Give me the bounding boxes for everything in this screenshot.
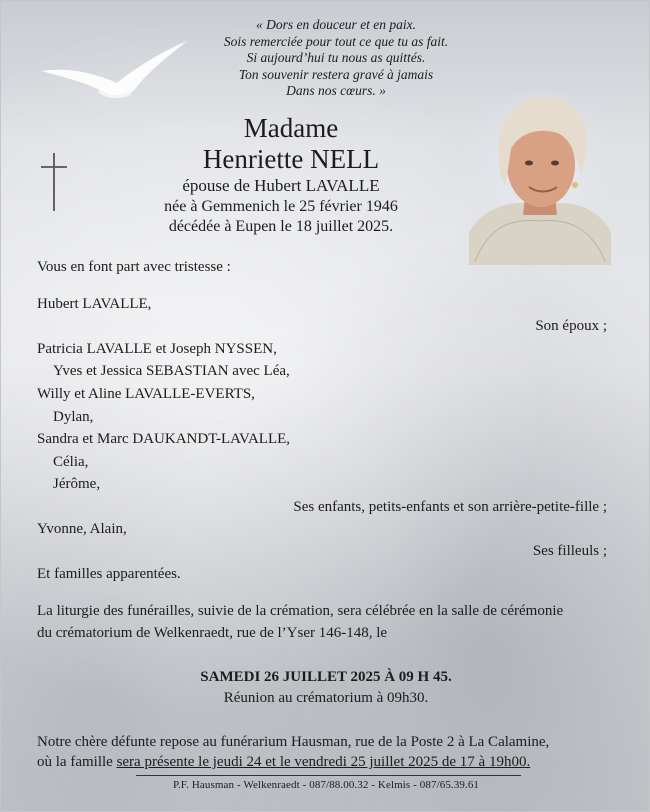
footer-divider: [136, 775, 521, 776]
poem-line: Dans nos cœurs. »: [286, 83, 386, 98]
family-member: Patricia LAVALLE et Joseph NYSSEN,: [37, 341, 277, 357]
death-line: décédée à Eupen le 18 juillet 2025.: [168, 218, 394, 235]
relatives-line: Et familles apparentées.: [37, 566, 181, 582]
family-member: Yves et Jessica SEBASTIAN avec Léa,: [53, 363, 290, 379]
birth-line: née à Gemmenich le 25 février 1946: [164, 198, 398, 215]
visitation-text-a: où la famille: [37, 754, 117, 770]
spouse-role: Son époux ;: [535, 318, 607, 334]
funeral-home-footer: P.F. Hausman - Welkenraedt - 087/88.00.32 - Kelmis - 087/65.39.61: [172, 779, 480, 791]
poem-line: Sois remerciée pour tout ce que tu as fait.: [223, 33, 449, 49]
godchildren-role: Ses filleuls ;: [532, 543, 607, 559]
visitation-text: Notre chère défunte repose au funérarium Hausman, rue de la Poste 2 à La Calamine,: [37, 734, 550, 750]
children-role: Ses enfants, petits-enfants et son arrière-petite-fille ;: [293, 499, 607, 515]
meeting-time: Réunion au crématorium à 09h30.: [223, 690, 429, 706]
seagull-icon: [39, 39, 189, 103]
ceremony-text: La liturgie des funérailles, suivie de la crémation, sera célébrée en la salle de cérémonie: [37, 603, 564, 619]
poem-line: « Dors en douceur et en paix.: [255, 17, 417, 32]
intro-text: Vous en font part avec tristesse :: [37, 259, 231, 275]
poem-line: Si aujourd’hui tu nous as quittés.: [246, 50, 426, 65]
ceremony-date: SAMEDI 26 JUILLET 2025 À 09 H 45.: [200, 669, 452, 685]
family-member: Célia,: [53, 454, 89, 470]
spouse-name: Hubert LAVALLE,: [37, 296, 152, 312]
visitation-text-b: sera présente le jeudi 24 et le vendredi 25 juillet 2025 de 17 à 19h00.: [116, 754, 531, 770]
godchildren-names: Yvonne, Alain,: [37, 521, 127, 537]
deceased-name: Henriette NELL: [202, 144, 380, 174]
poem-line: Ton souvenir restera gravé à jamais: [238, 66, 434, 82]
spouse-line: épouse de Hubert LAVALLE: [182, 176, 380, 195]
family-member: Jérôme,: [53, 476, 101, 492]
visitation-text: [37, 754, 530, 771]
family-member: Dylan,: [53, 409, 94, 425]
portrait-photo: [469, 93, 611, 265]
family-member: Willy et Aline LAVALLE-EVERTS,: [37, 386, 255, 402]
ceremony-text: du crématorium de Welkenraedt, rue de l’Yser 146-148, le: [37, 625, 388, 641]
family-member: Sandra et Marc DAUKANDT-LAVALLE,: [37, 431, 291, 447]
honorific: Madame: [243, 113, 339, 143]
